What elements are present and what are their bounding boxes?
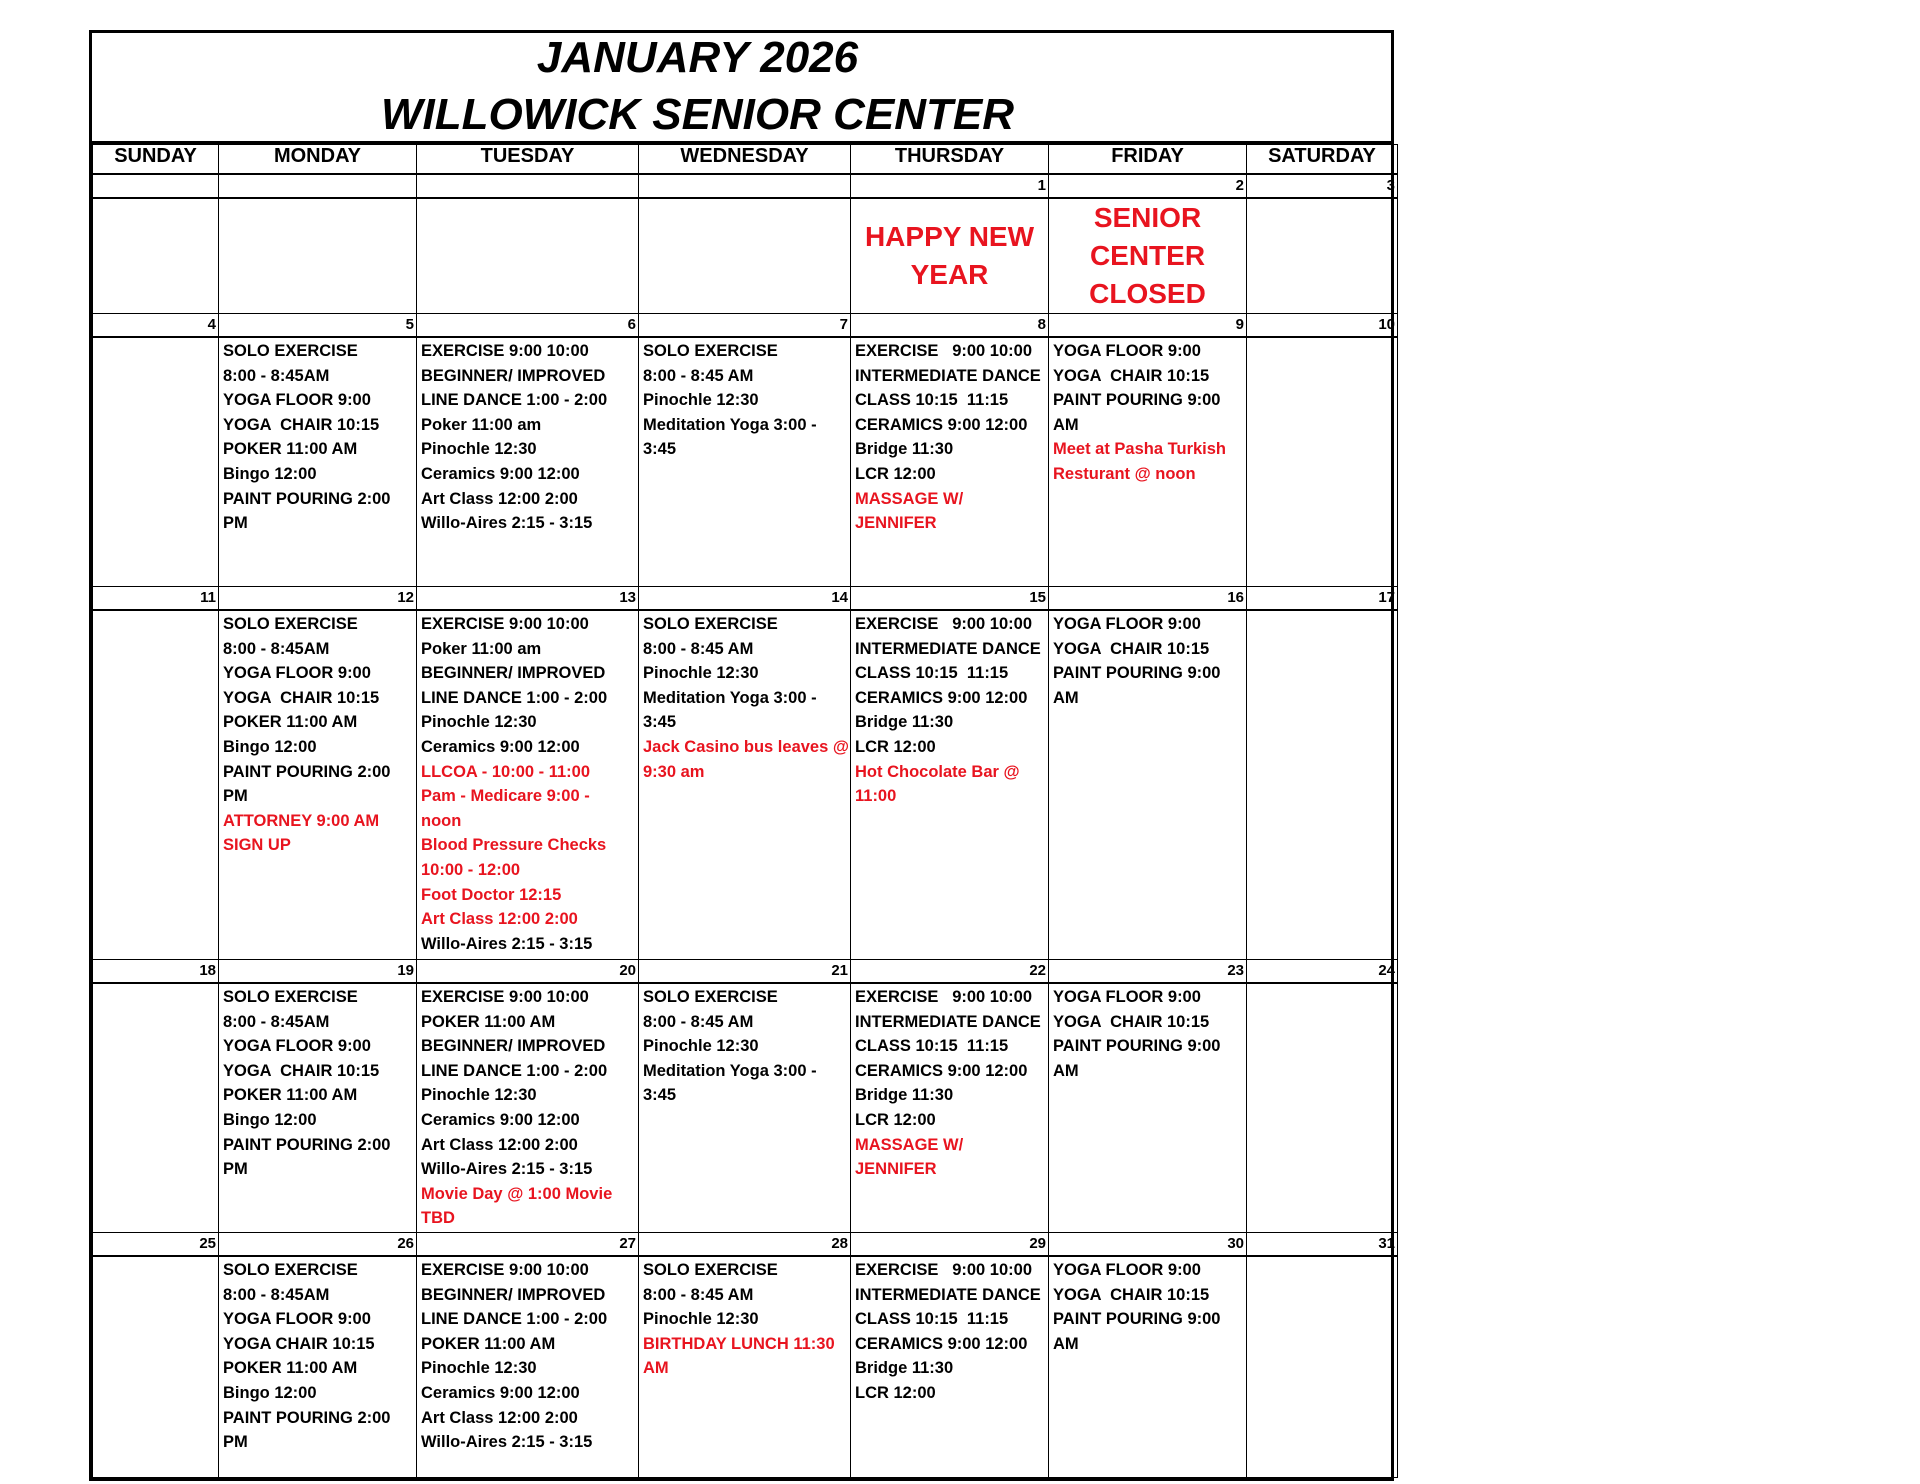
- date-number: 5: [219, 314, 417, 338]
- day-cell: [639, 337, 851, 587]
- event-line: POKER 11:00 AM: [223, 440, 358, 459]
- event-line: YOGA CHAIR 10:15: [1053, 1012, 1210, 1031]
- day-cell: [851, 337, 1049, 587]
- special-event-line: AM: [643, 1359, 669, 1378]
- event-line: POKER 11:00 AM: [223, 1086, 358, 1105]
- event-line: YOGA CHAIR 10:15: [1053, 639, 1210, 658]
- event-line: PAINT POURING 9:00: [1053, 1037, 1221, 1056]
- week-number-row: [93, 587, 1398, 611]
- event-line: Poker 11:00 am: [421, 639, 542, 658]
- event-line: Art Class 12:00 2:00: [421, 1408, 578, 1427]
- event-line: Pinochle 12:30: [643, 1310, 759, 1329]
- event-line: YOGA CHAIR 10:15: [223, 1061, 380, 1080]
- event-line: CERAMICS 9:00 12:00: [855, 1061, 1028, 1080]
- day-cell: [1049, 198, 1247, 314]
- event-list: [417, 338, 638, 536]
- day-cell: [1247, 610, 1398, 960]
- event-line: SOLO EXERCISE: [223, 342, 358, 360]
- special-event-line: Resturant @ noon: [1053, 464, 1196, 483]
- day-cell: [219, 1256, 417, 1478]
- event-line: Bridge 11:30: [855, 1086, 954, 1105]
- event-line: PAINT POURING 9:00: [1053, 1310, 1221, 1329]
- event-line: EXERCISE 9:00 10:00: [855, 342, 1033, 360]
- event-line: PM: [223, 1433, 248, 1452]
- event-line: SOLO EXERCISE: [643, 1261, 778, 1279]
- calendar-sheet: [89, 30, 1394, 1481]
- special-event-line: 10:00 - 12:00: [421, 860, 521, 879]
- event-list: [417, 611, 638, 956]
- event-line: Pinochle 12:30: [421, 440, 537, 459]
- event-line: LINE DANCE 1:00 - 2:00: [421, 688, 608, 707]
- event-list: [851, 338, 1048, 536]
- special-event-line: Movie Day @ 1:00 Movie: [421, 1184, 613, 1203]
- event-line: CERAMICS 9:00 12:00: [855, 688, 1028, 707]
- event-line: INTERMEDIATE DANCE: [855, 1012, 1041, 1031]
- day-cell: [851, 983, 1049, 1233]
- month-title: JANUARY 2026: [536, 33, 859, 82]
- event-line: LINE DANCE 1:00 - 2:00: [421, 1310, 608, 1329]
- event-line: CLASS 10:15 11:15: [855, 664, 1009, 683]
- day-cell: [1247, 198, 1398, 314]
- event-list: [219, 1257, 416, 1455]
- weekday-thursday: THURSDAY: [851, 145, 1049, 175]
- date-number: 29: [851, 1233, 1049, 1257]
- date-number: 14: [639, 587, 851, 611]
- event-line: Willo-Aires 2:15 - 3:15: [421, 1160, 593, 1179]
- event-line: YOGA FLOOR 9:00: [223, 664, 371, 683]
- event-line: INTERMEDIATE DANCE: [855, 1285, 1041, 1304]
- day-cell: [93, 983, 219, 1233]
- event-line: PM: [223, 1160, 248, 1179]
- event-line: 3:45: [643, 440, 677, 459]
- day-cell: [1049, 610, 1247, 960]
- event-line: 8:00 - 8:45 AM: [643, 1285, 754, 1304]
- weekday-header-row: [93, 145, 1398, 175]
- event-line: 8:00 - 8:45AM: [223, 639, 330, 658]
- special-event-line: ATTORNEY 9:00 AM: [223, 811, 380, 830]
- date-number: [417, 174, 639, 198]
- weekday-wednesday: WEDNESDAY: [639, 145, 851, 175]
- event-list: [93, 199, 218, 200]
- date-number: 15: [851, 587, 1049, 611]
- date-number: 12: [219, 587, 417, 611]
- date-number: 17: [1247, 587, 1398, 611]
- day-cell: [417, 1256, 639, 1478]
- event-line: 8:00 - 8:45AM: [223, 366, 330, 385]
- day-cell: [417, 983, 639, 1233]
- date-number: 8: [851, 314, 1049, 338]
- date-number: [219, 174, 417, 198]
- event-list: [1049, 611, 1246, 710]
- day-cell: [93, 337, 219, 587]
- event-line: Meditation Yoga 3:00 -: [643, 415, 817, 434]
- event-line: LCR 12:00: [855, 737, 936, 756]
- event-line: LCR 12:00: [855, 1383, 936, 1402]
- event-line: LCR 12:00: [855, 1110, 936, 1129]
- special-event-line: MASSAGE W/ JENNIFER: [855, 489, 968, 533]
- day-cell: [639, 1256, 851, 1478]
- day-cell: [851, 1256, 1049, 1478]
- event-line: EXERCISE 9:00 10:00: [855, 1261, 1033, 1279]
- day-cell: [219, 610, 417, 960]
- event-line: EXERCISE 9:00 10:00: [421, 1261, 589, 1279]
- week-events-row: [93, 337, 1398, 587]
- date-number: 31: [1247, 1233, 1398, 1257]
- event-list: [1247, 199, 1397, 200]
- event-line: 8:00 - 8:45 AM: [643, 1012, 754, 1031]
- date-number: 3: [1247, 174, 1398, 198]
- event-line: CLASS 10:15 11:15: [855, 1310, 1009, 1329]
- event-line: PM: [223, 514, 248, 533]
- event-line: YOGA CHAIR 10:15: [223, 415, 380, 434]
- event-list: [639, 611, 850, 784]
- week-number-row: [93, 1233, 1398, 1257]
- event-line: BEGINNER/ IMPROVED: [421, 1037, 606, 1056]
- week-events-row: [93, 1256, 1398, 1478]
- event-line: PAINT POURING 2:00: [223, 762, 391, 781]
- event-line: Ceramics 9:00 12:00: [421, 464, 580, 483]
- special-event-line: Meet at Pasha Turkish: [1053, 440, 1227, 459]
- holiday-notice: HAPPY NEW YEAR: [864, 221, 1035, 290]
- day-cell: [219, 983, 417, 1233]
- event-list: [93, 338, 218, 339]
- date-number: 24: [1247, 960, 1398, 984]
- day-cell: [639, 983, 851, 1233]
- event-line: EXERCISE 9:00 10:00: [855, 615, 1033, 633]
- special-event-line: MASSAGE W/ JENNIFER: [855, 1135, 968, 1179]
- date-number: 4: [93, 314, 219, 338]
- event-line: Pinochle 12:30: [421, 713, 537, 732]
- event-line: SOLO EXERCISE: [223, 615, 358, 633]
- day-cell: [1247, 337, 1398, 587]
- event-line: LCR 12:00: [855, 464, 936, 483]
- event-list: [1247, 984, 1397, 985]
- event-line: POKER 11:00 AM: [421, 1334, 556, 1353]
- day-cell: [417, 337, 639, 587]
- event-line: Bridge 11:30: [855, 440, 954, 459]
- event-line: Pinochle 12:30: [643, 664, 759, 683]
- event-line: YOGA FLOOR 9:00: [223, 391, 371, 410]
- event-list: [93, 611, 218, 612]
- special-event-line: 9:30 am: [643, 762, 705, 781]
- event-line: Pinochle 12:30: [421, 1086, 537, 1105]
- special-event-line: Pam - Medicare 9:00 -: [421, 787, 590, 806]
- day-cell: [639, 198, 851, 314]
- event-list: [417, 1257, 638, 1455]
- event-line: Poker 11:00 am: [421, 415, 542, 434]
- event-line: CLASS 10:15 11:15: [855, 391, 1009, 410]
- event-line: Bingo 12:00: [223, 1383, 317, 1402]
- weekday-saturday: SATURDAY: [1247, 145, 1398, 175]
- event-line: Pinochle 12:30: [421, 1359, 537, 1378]
- event-line: INTERMEDIATE DANCE: [855, 639, 1041, 658]
- event-line: PAINT POURING 2:00: [223, 1408, 391, 1427]
- week-events-row: [93, 983, 1398, 1233]
- event-line: YOGA CHAIR 10:15: [223, 1334, 375, 1353]
- event-line: YOGA FLOOR 9:00: [1053, 342, 1201, 360]
- week-number-row: [93, 960, 1398, 984]
- event-line: SOLO EXERCISE: [643, 988, 778, 1006]
- event-line: SOLO EXERCISE: [643, 615, 778, 633]
- event-line: 8:00 - 8:45AM: [223, 1285, 330, 1304]
- special-event-line: Hot Chocolate Bar @: [855, 762, 1020, 781]
- event-line: SOLO EXERCISE: [223, 1261, 358, 1279]
- event-line: AM: [1053, 1061, 1079, 1080]
- event-line: Willo-Aires 2:15 - 3:15: [421, 514, 593, 533]
- day-cell: [1247, 1256, 1398, 1478]
- week-events-row: [93, 610, 1398, 960]
- event-list: [219, 611, 416, 858]
- day-cell: [851, 610, 1049, 960]
- event-line: Bingo 12:00: [223, 464, 317, 483]
- date-number: 19: [219, 960, 417, 984]
- week-number-row: [93, 314, 1398, 338]
- event-line: LINE DANCE 1:00 - 2:00: [421, 391, 608, 410]
- event-line: YOGA FLOOR 9:00: [1053, 988, 1201, 1006]
- event-line: 8:00 - 8:45 AM: [643, 639, 754, 658]
- date-number: 1: [851, 174, 1049, 198]
- date-number: 27: [417, 1233, 639, 1257]
- event-line: Bridge 11:30: [855, 1359, 954, 1378]
- event-line: Pinochle 12:30: [643, 391, 759, 410]
- event-line: YOGA FLOOR 9:00: [1053, 615, 1201, 633]
- event-line: EXERCISE 9:00 10:00: [855, 988, 1033, 1006]
- date-number: 2: [1049, 174, 1247, 198]
- event-line: Ceramics 9:00 12:00: [421, 1110, 580, 1129]
- day-cell: [417, 610, 639, 960]
- event-list: [1247, 611, 1397, 612]
- event-list: [639, 338, 850, 462]
- date-number: 18: [93, 960, 219, 984]
- date-number: 9: [1049, 314, 1247, 338]
- event-line: Art Class 12:00 2:00: [421, 489, 578, 508]
- date-number: 25: [93, 1233, 219, 1257]
- event-line: BEGINNER/ IMPROVED: [421, 366, 606, 385]
- event-list: [1049, 984, 1246, 1083]
- event-list: [1049, 338, 1246, 487]
- event-line: EXERCISE 9:00 10:00: [421, 988, 589, 1006]
- day-cell: [1049, 983, 1247, 1233]
- special-event-line: SIGN UP: [223, 836, 291, 855]
- day-cell: [1049, 1256, 1247, 1478]
- day-cell: [1247, 983, 1398, 1233]
- event-line: POKER 11:00 AM: [223, 1359, 358, 1378]
- event-line: YOGA FLOOR 9:00: [223, 1310, 371, 1329]
- event-list: [417, 199, 638, 200]
- event-line: INTERMEDIATE DANCE: [855, 366, 1041, 385]
- date-number: 30: [1049, 1233, 1247, 1257]
- event-line: LINE DANCE 1:00 - 2:00: [421, 1061, 608, 1080]
- event-line: POKER 11:00 AM: [421, 1012, 556, 1031]
- event-line: Bingo 12:00: [223, 737, 317, 756]
- event-line: 8:00 - 8:45AM: [223, 1012, 330, 1031]
- event-list: [851, 1257, 1048, 1406]
- day-cell: [93, 610, 219, 960]
- event-line: YOGA CHAIR 10:15: [1053, 1285, 1210, 1304]
- weekday-monday: MONDAY: [219, 145, 417, 175]
- event-line: Pinochle 12:30: [643, 1037, 759, 1056]
- event-line: 3:45: [643, 1086, 677, 1105]
- special-event-line: Blood Pressure Checks: [421, 836, 607, 855]
- event-line: BEGINNER/ IMPROVED: [421, 1285, 606, 1304]
- calendar-header: [92, 33, 1391, 144]
- date-number: 16: [1049, 587, 1247, 611]
- event-line: PAINT POURING 2:00: [223, 1135, 391, 1154]
- event-line: BEGINNER/ IMPROVED: [421, 664, 606, 683]
- event-line: AM: [1053, 415, 1079, 434]
- day-cell: [219, 198, 417, 314]
- day-cell: [851, 198, 1049, 314]
- event-line: CERAMICS 9:00 12:00: [855, 415, 1028, 434]
- event-line: CERAMICS 9:00 12:00: [855, 1334, 1028, 1353]
- special-event-line: Foot Doctor 12:15: [421, 885, 562, 904]
- event-list: [851, 984, 1048, 1182]
- event-line: AM: [1053, 1334, 1079, 1353]
- event-list: [639, 1257, 850, 1381]
- event-line: YOGA FLOOR 9:00: [223, 1037, 371, 1056]
- weekday-tuesday: TUESDAY: [417, 145, 639, 175]
- event-line: PAINT POURING 9:00: [1053, 664, 1221, 683]
- date-number: 11: [93, 587, 219, 611]
- weekday-friday: FRIDAY: [1049, 145, 1247, 175]
- event-list: [1247, 1257, 1397, 1258]
- day-cell: [639, 610, 851, 960]
- event-line: Willo-Aires 2:15 - 3:15: [421, 934, 593, 953]
- event-line: SOLO EXERCISE: [643, 342, 778, 360]
- event-line: Meditation Yoga 3:00 -: [643, 1061, 817, 1080]
- event-line: YOGA FLOOR 9:00: [1053, 1261, 1201, 1279]
- event-line: PAINT POURING 9:00: [1053, 391, 1221, 410]
- special-event-line: BIRTHDAY LUNCH 11:30: [643, 1334, 835, 1353]
- date-number: 10: [1247, 314, 1398, 338]
- day-cell: [93, 1256, 219, 1478]
- day-cell: [417, 198, 639, 314]
- event-list: [93, 1257, 218, 1258]
- week-number-row: [93, 174, 1398, 198]
- date-number: 28: [639, 1233, 851, 1257]
- event-line: YOGA CHAIR 10:15: [1053, 366, 1210, 385]
- event-line: YOGA CHAIR 10:15: [223, 688, 380, 707]
- date-number: 22: [851, 960, 1049, 984]
- event-list: [1247, 338, 1397, 339]
- event-list: [219, 984, 416, 1182]
- date-number: 23: [1049, 960, 1247, 984]
- event-line: EXERCISE 9:00 10:00: [421, 615, 589, 633]
- event-line: Ceramics 9:00 12:00: [421, 1383, 580, 1402]
- date-number: 21: [639, 960, 851, 984]
- event-line: SOLO EXERCISE: [223, 988, 358, 1006]
- date-number: 13: [417, 587, 639, 611]
- center-title: WILLOWICK SENIOR CENTER: [380, 90, 1015, 139]
- day-cell: [219, 337, 417, 587]
- event-list: [417, 984, 638, 1231]
- event-line: POKER 11:00 AM: [223, 713, 358, 732]
- special-event-line: noon: [421, 811, 462, 830]
- day-cell: [1049, 337, 1247, 587]
- holiday-notice: SENIOR CENTER CLOSED: [1089, 202, 1206, 309]
- event-line: Ceramics 9:00 12:00: [421, 737, 580, 756]
- special-event-line: 11:00: [855, 787, 897, 806]
- special-event-line: Art Class 12:00 2:00: [421, 910, 578, 929]
- event-list: [93, 984, 218, 985]
- event-line: EXERCISE 9:00 10:00: [421, 342, 589, 360]
- date-number: 7: [639, 314, 851, 338]
- week-events-row: [93, 198, 1398, 314]
- date-number: 26: [219, 1233, 417, 1257]
- date-number: [93, 174, 219, 198]
- event-list: [639, 199, 850, 200]
- special-event-line: TBD: [421, 1209, 455, 1228]
- special-event-line: Jack Casino bus leaves @: [643, 737, 849, 756]
- event-line: Meditation Yoga 3:00 -: [643, 688, 817, 707]
- event-line: Bingo 12:00: [223, 1110, 317, 1129]
- day-cell: [93, 198, 219, 314]
- date-number: 6: [417, 314, 639, 338]
- event-line: PAINT POURING 2:00: [223, 489, 391, 508]
- event-line: PM: [223, 787, 248, 806]
- event-line: AM: [1053, 688, 1079, 707]
- event-list: [219, 199, 416, 200]
- event-line: 8:00 - 8:45 AM: [643, 366, 754, 385]
- calendar-grid: [92, 144, 1398, 1478]
- event-line: Bridge 11:30: [855, 713, 954, 732]
- event-list: [851, 611, 1048, 809]
- weekday-sunday: SUNDAY: [93, 145, 219, 175]
- event-line: CLASS 10:15 11:15: [855, 1037, 1009, 1056]
- date-number: 20: [417, 960, 639, 984]
- event-list: [639, 984, 850, 1108]
- event-line: Willo-Aires 2:15 - 3:15: [421, 1433, 593, 1452]
- date-number: [639, 174, 851, 198]
- special-event-line: LLCOA - 10:00 - 11:00: [421, 762, 591, 781]
- event-list: [219, 338, 416, 536]
- event-line: Art Class 12:00 2:00: [421, 1135, 578, 1154]
- event-list: [1049, 1257, 1246, 1356]
- event-line: 3:45: [643, 713, 677, 732]
